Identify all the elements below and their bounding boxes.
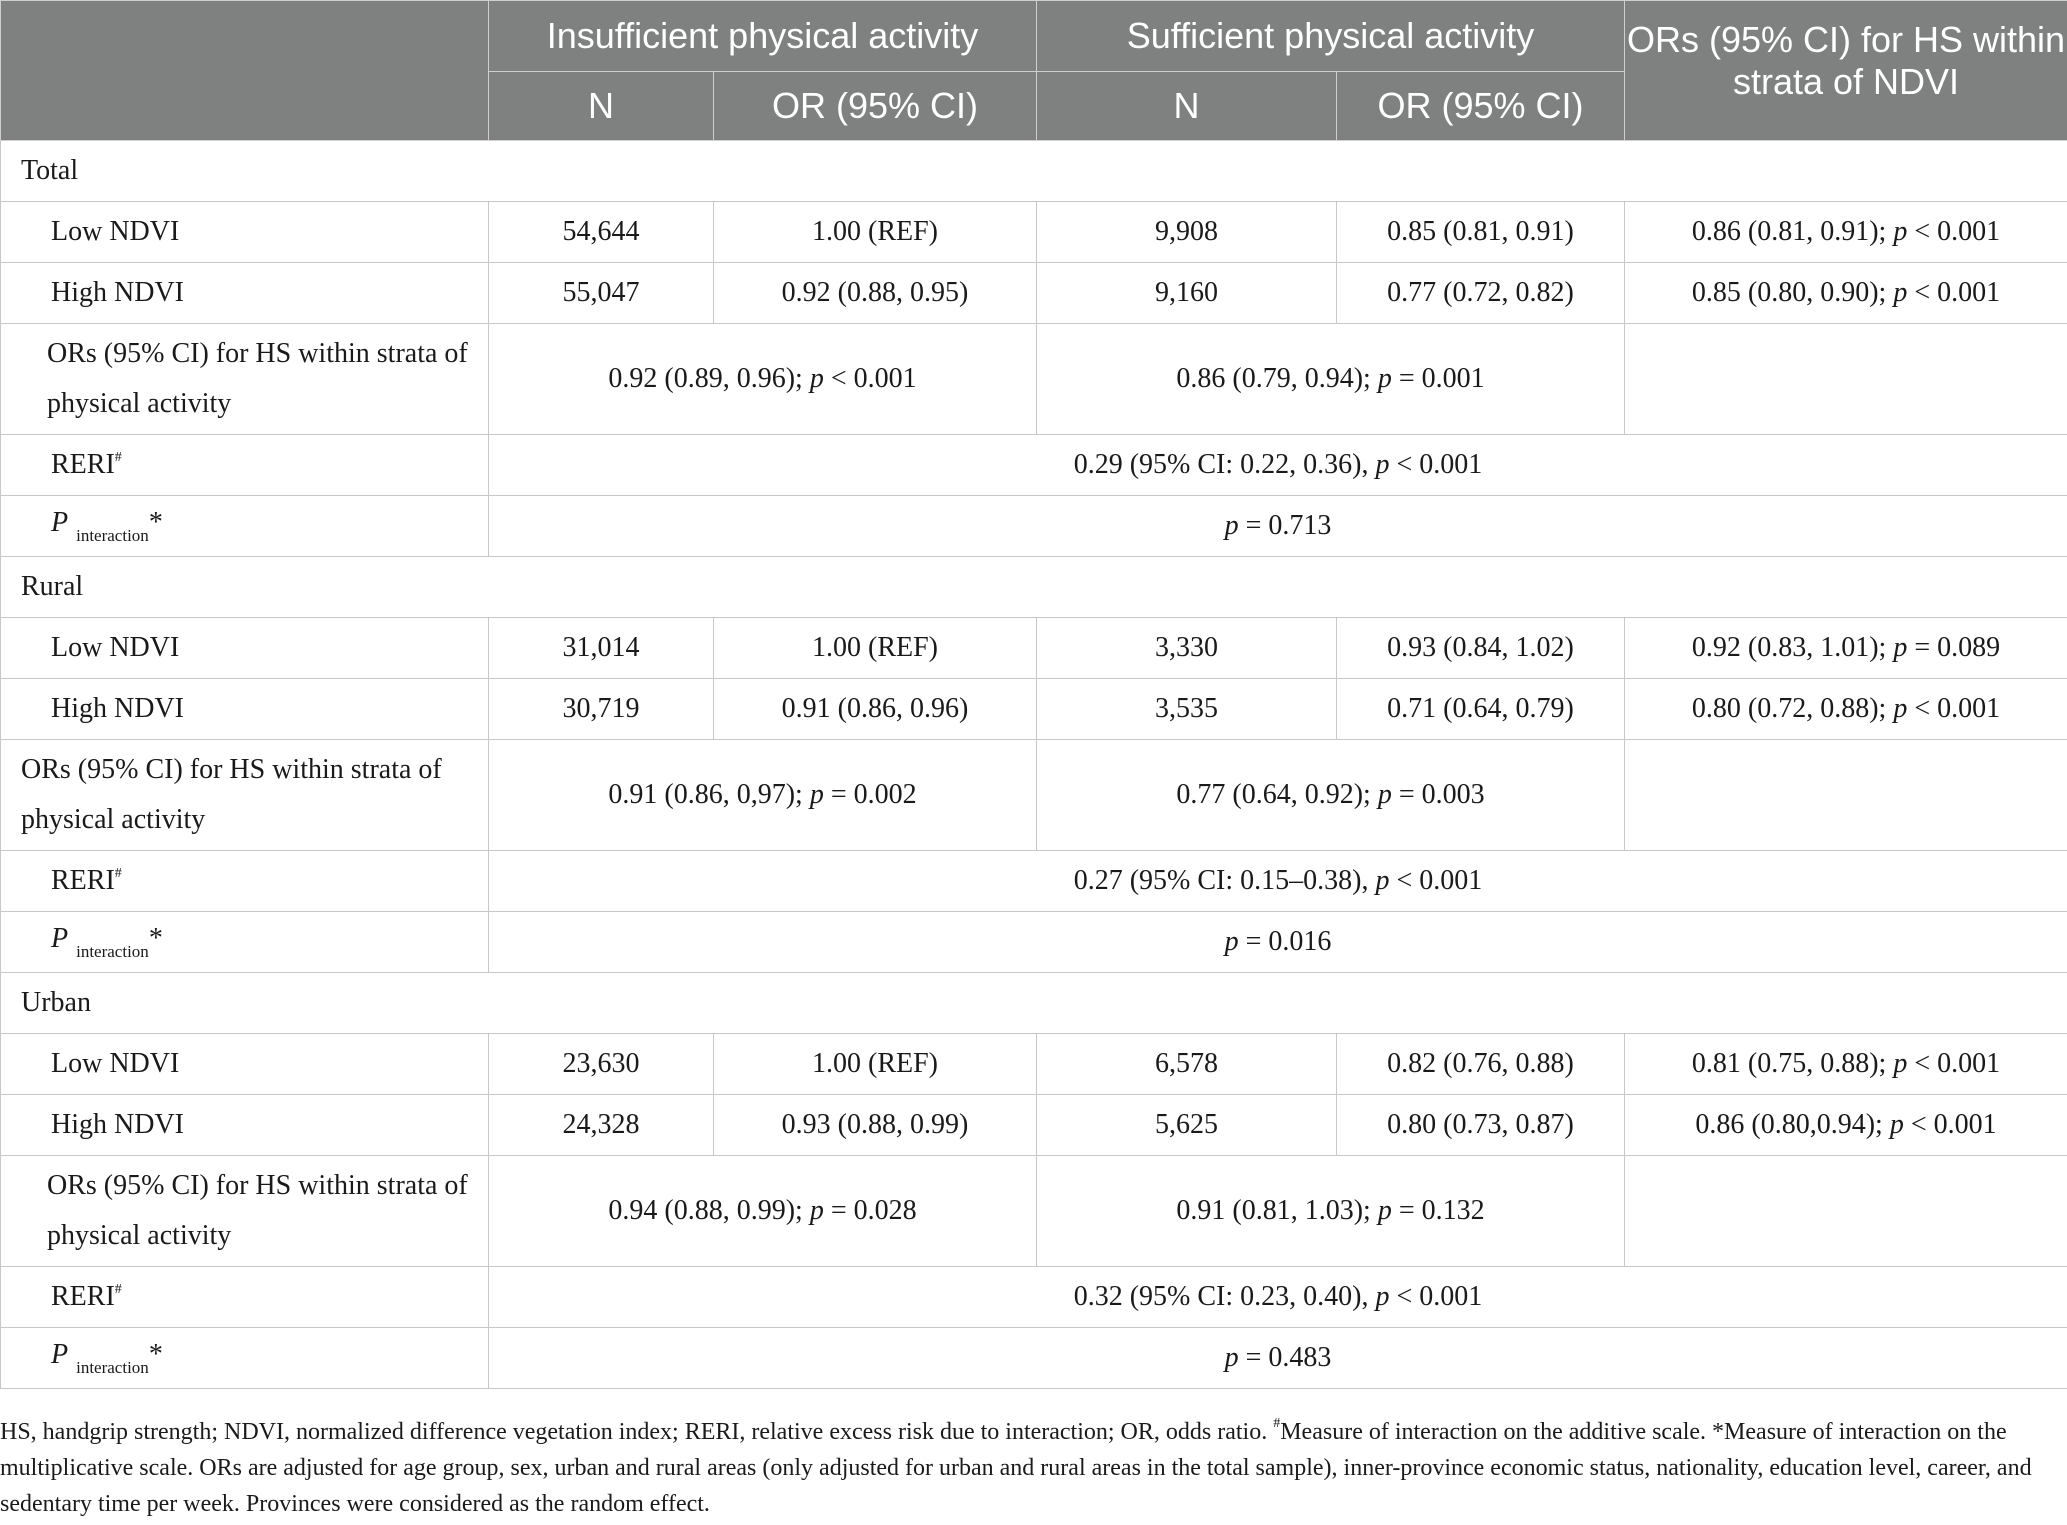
row-label: RERI# — [1, 1267, 489, 1328]
cell-ors-ndvi: 0.85 (0.80, 0.90); p < 0.001 — [1625, 263, 2067, 324]
cell-ors-pa-insufficient: 0.92 (0.89, 0.96); p < 0.001 — [489, 324, 1037, 435]
cell-or-sufficient: 0.80 (0.73, 0.87) — [1337, 1095, 1625, 1156]
section-row — [1, 973, 2067, 1034]
cell-or-sufficient: 0.82 (0.76, 0.88) — [1337, 1034, 1625, 1095]
row-label: P $_{interaction}$* — [1, 496, 489, 557]
cell-reri: 0.32 (95% CI: 0.23, 0.40), p < 0.001 — [489, 1267, 2067, 1328]
cell-n-insufficient: 54,644 — [489, 202, 714, 263]
row-label: RERI# — [1, 435, 489, 496]
cell-or-insufficient: 0.92 (0.88, 0.95) — [714, 263, 1037, 324]
table-row — [1, 912, 2067, 973]
header-or: OR (95% CI) — [714, 72, 1037, 141]
cell-p-interaction: p = 0.016 — [489, 912, 2067, 973]
section-row — [1, 141, 2067, 202]
table-row — [1, 202, 2067, 263]
header-ors-ndvi: ORs (95% CI) for HS within strata of NDVI — [1625, 1, 2067, 141]
cell-ors-ndvi: 0.92 (0.83, 1.01); p = 0.089 — [1625, 618, 2067, 679]
cell-ors-ndvi: 0.86 (0.80,0.94); p < 0.001 — [1625, 1095, 2067, 1156]
table-row — [1, 435, 2067, 496]
cell-ors-pa-sufficient: 0.86 (0.79, 0.94); p = 0.001 — [1037, 324, 1625, 435]
table-row — [1, 1267, 2067, 1328]
header-or: OR (95% CI) — [1337, 72, 1625, 141]
table-row — [1, 679, 2067, 740]
section-title: Rural — [1, 557, 2067, 618]
row-label: ORs (95% CI) for HS within strata of physical activity — [1, 1156, 489, 1267]
cell-n-insufficient: 55,047 — [489, 263, 714, 324]
table-row — [1, 851, 2067, 912]
cell-ors-pa-sufficient: 0.91 (0.81, 1.03); p = 0.132 — [1037, 1156, 1625, 1267]
table-row — [1, 1034, 2067, 1095]
cell-reri: 0.29 (95% CI: 0.22, 0.36), p < 0.001 — [489, 435, 2067, 496]
table-row — [1, 618, 2067, 679]
cell-n-sufficient: 9,908 — [1037, 202, 1337, 263]
row-label: High NDVI — [1, 263, 489, 324]
row-label: Low NDVI — [1, 202, 489, 263]
row-label: RERI# — [1, 851, 489, 912]
row-label: High NDVI — [1, 1095, 489, 1156]
cell-or-sufficient: 0.77 (0.72, 0.82) — [1337, 263, 1625, 324]
cell-or-sufficient: 0.93 (0.84, 1.02) — [1337, 618, 1625, 679]
cell-or-insufficient: 0.91 (0.86, 0.96) — [714, 679, 1037, 740]
section-row — [1, 557, 2067, 618]
cell-empty — [1625, 324, 2067, 435]
header-insufficient: Insufficient physical activity — [489, 1, 1037, 72]
cell-n-sufficient: 5,625 — [1037, 1095, 1337, 1156]
row-label: ORs (95% CI) for HS within strata of physical activity — [1, 740, 489, 851]
table-row — [1, 1328, 2067, 1389]
cell-reri: 0.27 (95% CI: 0.15–0.38), p < 0.001 — [489, 851, 2067, 912]
cell-empty — [1625, 740, 2067, 851]
row-label: High NDVI — [1, 679, 489, 740]
row-label: P $_{interaction}$* — [1, 1328, 489, 1389]
section-title: Urban — [1, 973, 2067, 1034]
table-row — [1, 1156, 2067, 1267]
header-sufficient: Sufficient physical activity — [1037, 1, 1625, 72]
table-row — [1, 1095, 2067, 1156]
cell-or-insufficient: 1.00 (REF) — [714, 202, 1037, 263]
cell-ors-pa-insufficient: 0.91 (0.86, 0,97); p = 0.002 — [489, 740, 1037, 851]
row-label: P $_{interaction}$* — [1, 912, 489, 973]
cell-or-insufficient: 0.93 (0.88, 0.99) — [714, 1095, 1037, 1156]
header-blank — [1, 1, 489, 141]
cell-n-insufficient: 31,014 — [489, 618, 714, 679]
table-row — [1, 324, 2067, 435]
cell-ors-ndvi: 0.86 (0.81, 0.91); p < 0.001 — [1625, 202, 2067, 263]
table-body — [1, 141, 2067, 1389]
table-header — [1, 1, 2067, 141]
cell-n-sufficient: 9,160 — [1037, 263, 1337, 324]
cell-ors-ndvi: 0.81 (0.75, 0.88); p < 0.001 — [1625, 1034, 2067, 1095]
row-label: ORs (95% CI) for HS within strata of physical activity — [1, 324, 489, 435]
cell-p-interaction: p = 0.483 — [489, 1328, 2067, 1389]
cell-or-sufficient: 0.85 (0.81, 0.91) — [1337, 202, 1625, 263]
cell-or-insufficient: 1.00 (REF) — [714, 1034, 1037, 1095]
table-row — [1, 740, 2067, 851]
cell-or-sufficient: 0.71 (0.64, 0.79) — [1337, 679, 1625, 740]
cell-ors-pa-insufficient: 0.94 (0.88, 0.99); p = 0.028 — [489, 1156, 1037, 1267]
header-n: N — [1037, 72, 1337, 141]
header-n: N — [489, 72, 714, 141]
cell-or-insufficient: 1.00 (REF) — [714, 618, 1037, 679]
row-label: Low NDVI — [1, 618, 489, 679]
cell-n-insufficient: 23,630 — [489, 1034, 714, 1095]
cell-ors-ndvi: 0.80 (0.72, 0.88); p < 0.001 — [1625, 679, 2067, 740]
cell-n-insufficient: 30,719 — [489, 679, 714, 740]
cell-n-sufficient: 3,535 — [1037, 679, 1337, 740]
section-title: Total — [1, 141, 2067, 202]
cell-n-sufficient: 3,330 — [1037, 618, 1337, 679]
table-row — [1, 263, 2067, 324]
cell-n-insufficient: 24,328 — [489, 1095, 714, 1156]
table-row — [1, 496, 2067, 557]
cell-ors-pa-sufficient: 0.77 (0.64, 0.92); p = 0.003 — [1037, 740, 1625, 851]
cell-empty — [1625, 1156, 2067, 1267]
cell-n-sufficient: 6,578 — [1037, 1034, 1337, 1095]
cell-p-interaction: p = 0.713 — [489, 496, 2067, 557]
table-footnote: HS, handgrip strength; NDVI, normalized difference vegetation index; RERI, relative excess risk due to interaction; OR, odds ratio. #Measure of interaction on the additive scale. *Measure of interaction on the multiplicative scale. ORs are adjusted for age group, sex, urban and rural areas (only adjusted for urban and rural areas in the total sample), inner-province economic status, nationality, education level, career, and sedentary time per week. Provinces were considered as the random effect. — [0, 1416, 2032, 1517]
row-label: Low NDVI — [1, 1034, 489, 1095]
